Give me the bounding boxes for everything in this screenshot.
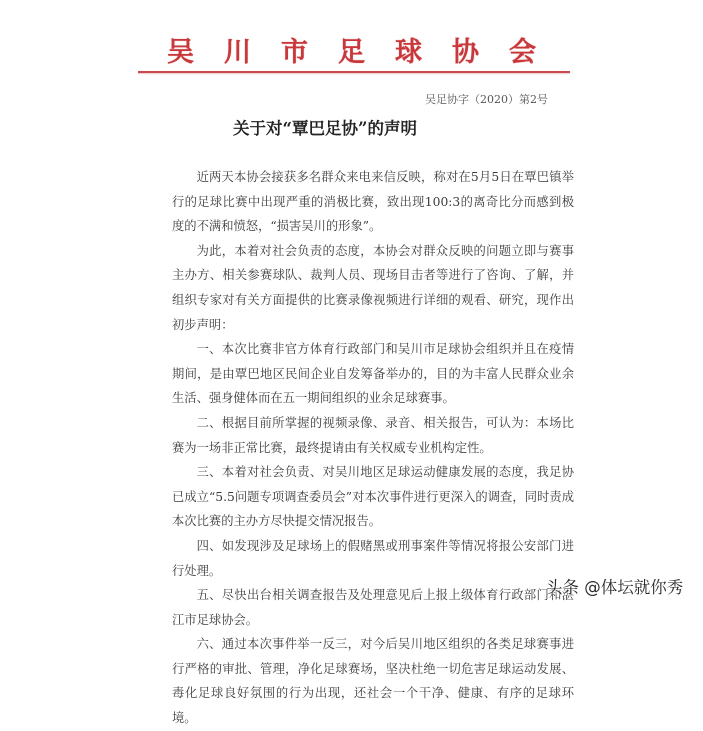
paragraph-point-4: 四、如发现涉及足球场上的假赌黑或刑事案件等情况将报公安部门进行处理。 [172,538,574,578]
paragraph-point-2: 二、根据目前所掌握的视频录像、录音、相关报告，可认为：本场比赛为一场非正常比赛，最终提请由有关权威专业机构定性。 [172,415,574,455]
paragraph-point-5: 五、尽快出台相关调查报告及处理意见后上报上级体育行政部门和湛江市足球协会。 [172,588,574,627]
document-number: 吴足协字（2020）第2号 [425,93,548,106]
paragraph-point-6: 六、通过本次事件举一反三，对今后吴川地区组织的各类足球赛事进行严格的审批、管理，净化足球赛场，坚决杜绝一切危害足球运动发展、毒化足球良好氛围的行为出现，还社会一个干净、健康、有序的足球环境。 [172,637,574,726]
paragraph-point-1: 一、本次比赛非官方体育行政部门和吴川市足球协会组织并且在疫情期间，是由覃巴地区民间企业自发筹备举办的，目的为丰富人民群众业余生活、强身健体而在五一期间组织的业余足球赛事。 [172,342,574,406]
document-title: 关于对“覃巴足协”的声明 [233,119,417,138]
paragraph-point-3: 三、本着对社会负责、对吴川地区足球运动健康发展的态度，我足协已成立“5.5问题专项调查委员会”对本次事件进行更深入的调查，同时责成本次比赛的主办方尽快提交情况报告。 [172,465,574,529]
document-body [172,165,574,731]
letterhead-organization: 吴川市足球协会 [167,37,566,68]
paragraph-response: 为此，本着对社会负责的态度，本协会对群众反映的问题立即与赛事主办方、相关参赛球队、裁判人员、现场目击者等进行了咨询、了解，并组织专家对有关方面提供的比赛录像视频进行详细的观看、研究，现作出初步声明： [172,243,574,332]
source-watermark: 头条 @体坛就你秀 [546,578,684,597]
letterhead-red-rule [138,71,570,73]
paragraph-intro: 近两天本协会接获多名群众来电来信反映，称对在5月5日在覃巴镇举行的足球比赛中出现严重的消极比赛，致出现100:3的离奇比分而感到极度的不满和愤怒，“损害吴川的形象”。 [172,170,574,234]
